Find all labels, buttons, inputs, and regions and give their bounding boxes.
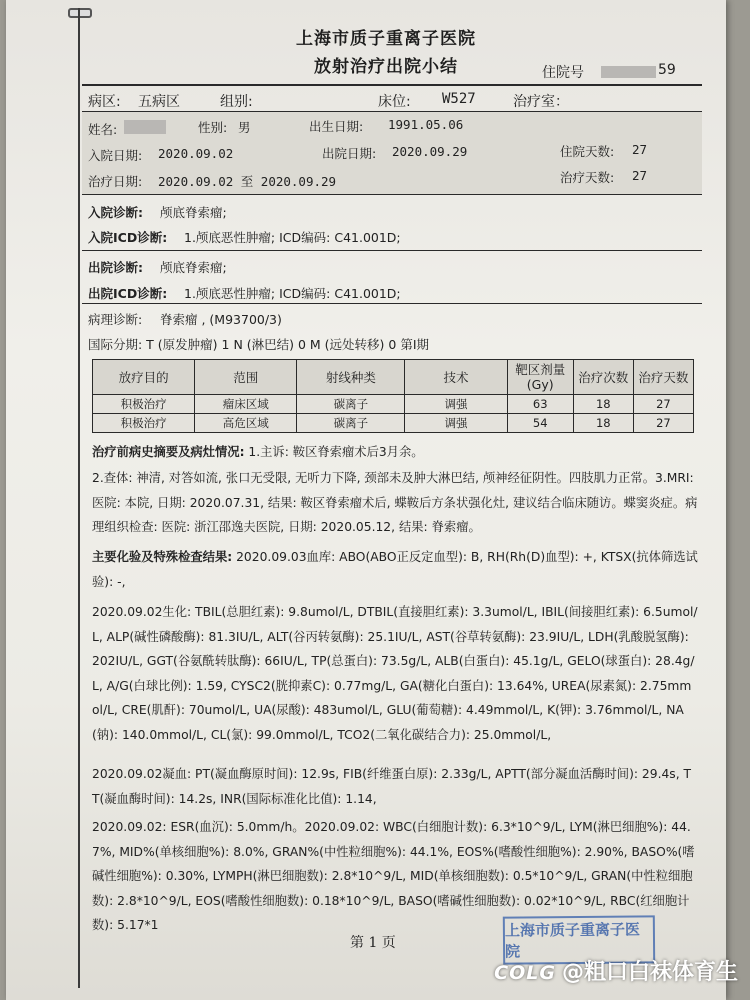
group-label: 组别: xyxy=(220,94,253,110)
admission-no-value: 59 xyxy=(658,62,676,78)
table-cell: 瘤床区域 xyxy=(195,395,297,414)
labs-heading: 主要化验及特殊检查结果: xyxy=(92,550,233,564)
admit-dx-value: 颅底脊索瘤; xyxy=(160,205,227,220)
table-cell: 63 xyxy=(507,395,573,414)
watermark-logo: COLG xyxy=(494,962,556,984)
sex-value: 男 xyxy=(238,120,251,135)
page-number: 第 1 页 xyxy=(350,935,396,951)
table-cell: 27 xyxy=(633,395,693,414)
dx-rule-1 xyxy=(82,250,702,251)
discharge-icd-value: 1.颅底恶性肿瘤; ICD编码: C41.001D; xyxy=(184,286,401,301)
treatment-days-value: 27 xyxy=(632,168,648,183)
stay-days-value: 27 xyxy=(632,142,648,157)
redacted-name xyxy=(124,120,166,134)
labs-section xyxy=(92,545,698,594)
table-cell: 18 xyxy=(573,414,633,433)
binder-clip xyxy=(68,8,92,18)
admit-icd-label: 入院ICD诊断: xyxy=(88,230,168,245)
col-header: 射线种类 xyxy=(297,360,405,395)
col-header: 范围 xyxy=(195,360,297,395)
treatment-date-value: 2020.09.02 至 2020.09.29 xyxy=(158,174,337,189)
physical-exam: 2.查体: 神清, 对答如流, 张口无受限, 无听力下降, 颈部未及肿大淋巴结, 颅神经征阴性。四肢肌力正常。3.MRI: 医院: 本院, 日期: 2020.07.31, 结果: 鞍区脊索瘤术后, 蝶鞍后方条状强化灶, 建议结合临床随访。蝶窦炎症。病理组织检查: 医院: 浙江邵逸夫医院, 日期: 2020.05.12, 结果: 脊索瘤。 xyxy=(92,471,698,534)
pathology-label: 病理诊断: xyxy=(88,312,143,327)
table-cell: 积极治疗 xyxy=(93,395,195,414)
sex-label: 性别: xyxy=(198,120,228,135)
table-cell: 54 xyxy=(507,414,573,433)
blood-type-result: 2020.09.03血库: ABO(ABO正反定血型): B, RH(Rh(D)血型): +, KTSX(抗体筛选试验): -, xyxy=(92,550,698,589)
dx-rule-2 xyxy=(82,303,702,304)
table-cell: 碳离子 xyxy=(297,395,405,414)
col-header: 治疗次数 xyxy=(573,360,633,395)
document-page xyxy=(6,0,726,1000)
bed-label: 床位: xyxy=(378,94,411,110)
col-header: 治疗天数 xyxy=(633,360,693,395)
table-row xyxy=(93,414,694,433)
header-rule xyxy=(82,84,702,86)
col-header: 技术 xyxy=(405,360,507,395)
blood-count-result: 2020.09.02: ESR(血沉): 5.0mm/h。2020.09.02: WBC(白细胞计数): 6.3*10^9/L, LYM(淋巴细胞%): 44.7%, MID%(单核细胞%): 8.0%, GRAN%(中性粒细胞%): 44.1%, EOS%(嗜酸性细胞%): 2.90%, BASO%(嗜碱性细胞%): 0.30%, LYMPH(淋巴细胞数): 2.8*10^9/L, MID(单核细胞数): 0.5*10^9/L, GRAN(中性粒细胞数): 2.8*10^9/L, EOS(嗜酸性细胞数): 0.18*10^9/L, BASO(嗜碱性细胞数): 0.02*10^9/L, RBC(红细胞计数): 5.17*1 xyxy=(92,820,695,932)
ward-label: 病区: xyxy=(88,94,121,110)
watermark-text: @粗口白袜体育生 xyxy=(561,960,738,985)
col-header: 放疗目的 xyxy=(93,360,195,395)
bed-value: W527 xyxy=(442,91,476,107)
chief-complaint: 1.主诉: 鞍区脊索瘤术后3月余。 xyxy=(248,445,424,459)
table-cell: 调强 xyxy=(405,414,507,433)
discharge-dx-label: 出院诊断: xyxy=(88,260,143,275)
admission-no-label: 住院号 xyxy=(542,65,584,81)
international-stage: 国际分期: T (原发肿瘤) 1 N (淋巴结) 0 M (远处转移) 0 第I期 xyxy=(88,337,430,352)
pathology-value: 脊索瘤 , (M93700/3) xyxy=(160,312,282,327)
discharge-date-value: 2020.09.29 xyxy=(392,144,468,159)
info-rule xyxy=(82,194,702,195)
dob-value: 1991.05.06 xyxy=(388,117,464,132)
discharge-date-label: 出院日期: xyxy=(322,146,377,161)
table-row xyxy=(93,395,694,414)
table-cell: 积极治疗 xyxy=(93,414,195,433)
hospital-stamp: 上海市质子重离子医院 xyxy=(503,915,655,964)
treatment-room-label: 治疗室： xyxy=(513,94,569,110)
table-cell: 调强 xyxy=(405,395,507,414)
col-header: 靶区剂量 (Gy) xyxy=(507,360,573,395)
table-cell: 18 xyxy=(573,395,633,414)
table-cell: 碳离子 xyxy=(297,414,405,433)
radiotherapy-plan-table xyxy=(92,359,694,433)
admit-date-value: 2020.09.02 xyxy=(158,146,234,161)
ward-value: 五病区 xyxy=(138,94,180,110)
stay-days-label: 住院天数: xyxy=(560,144,615,159)
history-heading: 治疗前病史摘要及病灶情况: xyxy=(92,445,245,459)
document-title: 放射治疗出院小结 xyxy=(314,57,458,77)
admit-date-label: 入院日期: xyxy=(88,148,143,163)
history-section xyxy=(92,440,698,465)
redacted-admission-no xyxy=(601,66,656,78)
treatment-date-label: 治疗日期: xyxy=(88,174,143,189)
biochemistry-result: 2020.09.02生化: TBIL(总胆红素): 9.8umol/L, DTBIL(直接胆红素): 3.3umol/L, IBIL(间接胆红素): 6.5umol/L, ALP(碱性磷酸酶): 81.3IU/L, ALT(谷丙转氨酶): 25.1IU/L, AST(谷草转氨酶): 23.9IU/L, LDH(乳酸脱氢酶): 202IU/L, GGT(谷氨酰转肽酶): 66IU/L, TP(总蛋白): 73.5g/L, ALB(白蛋白): 45.1g/L, GELO(球蛋白): 28.4g/L, A/G(白球比例): 1.59, CYSC2(胱抑素C): 0.77mg/L, GA(糖化白蛋白): 13.64%, UREA(尿素氮): 2.75mmol/L, CRE(肌酐): 70umol/L, UA(尿酸): 483umol/L, GLU(葡萄糖): 4.49mmol/L, K(钾): 3.76mmol/L, NA(钠): 140.0mmol/L, CL(氯): 99.0mmol/L, TCO2(二氧化碳结合力): 25.0mmol/L, xyxy=(92,605,698,742)
table-cell: 27 xyxy=(633,414,693,433)
admit-icd-value: 1.颅底恶性肿瘤; ICD编码: C41.001D; xyxy=(184,230,401,245)
treatment-days-label: 治疗天数: xyxy=(560,170,615,185)
table-header-row xyxy=(93,360,694,395)
discharge-icd-label: 出院ICD诊断: xyxy=(88,286,168,301)
name-label: 姓名: xyxy=(88,122,118,137)
hospital-name: 上海市质子重离子医院 xyxy=(296,29,476,49)
watermark xyxy=(494,955,738,986)
table-cell: 高危区域 xyxy=(195,414,297,433)
dob-label: 出生日期: xyxy=(309,119,364,134)
binder-rod xyxy=(78,8,80,988)
coagulation-result: 2020.09.02凝血: PT(凝血酶原时间): 12.9s, FIB(纤维蛋白原): 2.33g/L, APTT(部分凝血活酶时间): 29.4s, TT(凝血酶时间): 14.2s, INR(国际标准化比值): 1.14, xyxy=(92,767,692,806)
discharge-dx-value: 颅底脊索瘤; xyxy=(160,260,227,275)
admit-dx-label: 入院诊断: xyxy=(88,205,143,220)
